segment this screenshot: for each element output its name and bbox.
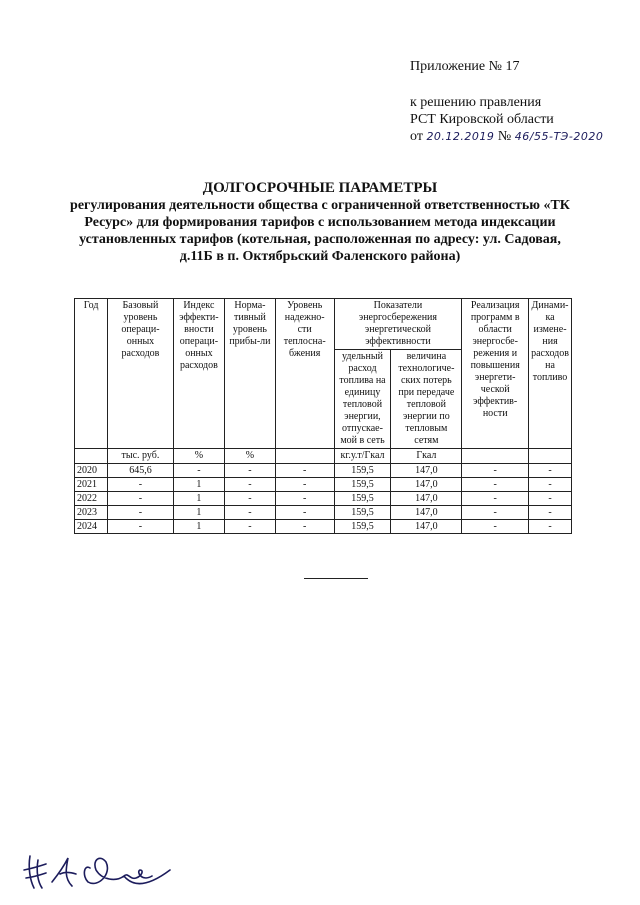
row-value-cell: 147,0: [391, 520, 462, 534]
row-value-cell: 147,0: [391, 506, 462, 520]
document-title: [70, 180, 570, 265]
row-value-cell: -: [275, 478, 334, 492]
row-value-cell: 159,5: [334, 506, 391, 520]
row-value-cell: -: [225, 464, 276, 478]
table-row: [75, 492, 572, 506]
row-value-cell: -: [275, 492, 334, 506]
row-value-cell: 1: [173, 478, 224, 492]
approval-date: 20.12.2019: [426, 130, 495, 143]
row-year-cell: 2020: [75, 464, 108, 478]
header-profit-level: Норма-тивный уровень прибы-ли: [225, 299, 276, 449]
header-dynamics: Динами-ка измене-ния расходов на топливо: [529, 299, 572, 449]
row-year-cell: 2024: [75, 520, 108, 534]
table-row: [75, 464, 572, 478]
header-efficiency-index: Индекс эффекти-вности операци-онных расходов: [173, 299, 224, 449]
unit-cell: [529, 449, 572, 464]
row-value-cell: -: [225, 520, 276, 534]
row-year-cell: 2023: [75, 506, 108, 520]
row-value-cell: -: [225, 478, 276, 492]
row-value-cell: -: [462, 492, 529, 506]
row-value-cell: -: [529, 506, 572, 520]
approval-line-2: РСТ Кировской области: [410, 112, 554, 127]
unit-cell: [275, 449, 334, 464]
row-value-cell: 645,6: [108, 464, 174, 478]
unit-cell: [462, 449, 529, 464]
header-programs: Реализация программ в области энергосбе-режения и повышения энергети-ческой эффектив-ности: [462, 299, 529, 449]
row-value-cell: 159,5: [334, 520, 391, 534]
row-value-cell: 1: [173, 506, 224, 520]
row-value-cell: 147,0: [391, 478, 462, 492]
row-value-cell: -: [108, 492, 174, 506]
table-row: [75, 506, 572, 520]
row-value-cell: -: [225, 506, 276, 520]
approval-line-1: к решению правления: [410, 95, 542, 110]
unit-cell: тыс. руб.: [108, 449, 174, 464]
table-body: [75, 464, 572, 534]
header-year: Год: [75, 299, 108, 449]
title-body: регулирования деятельности общества с ограниченной ответственностью «ТК Ресурс» для формирования тарифов с использованием метода индексации установленных тарифов (котельная, расположенная по адресу: ул. Садовая, д.11Б в п. Октябрьский Фаленского района): [70, 198, 570, 264]
header-base-level: Базовый уровень операци-онных расходов: [108, 299, 174, 449]
unit-cell: Гкал: [391, 449, 462, 464]
row-value-cell: 147,0: [391, 464, 462, 478]
row-value-cell: -: [462, 520, 529, 534]
parameters-table: [74, 298, 572, 534]
unit-cell: %: [173, 449, 224, 464]
unit-cell: %: [225, 449, 276, 464]
header-fuel-rate: удельный расход топлива на единицу тепловой энергии, отпускае-мой в сеть: [334, 350, 391, 449]
row-value-cell: -: [225, 492, 276, 506]
approval-line-3: [410, 128, 603, 145]
row-value-cell: -: [275, 520, 334, 534]
title-heading: ДОЛГОСРОЧНЫЕ ПАРАМЕТРЫ: [202, 180, 438, 196]
row-value-cell: -: [108, 478, 174, 492]
header-energy-group: Показатели энергосбережения энергетической эффективности: [334, 299, 462, 350]
row-value-cell: -: [275, 464, 334, 478]
table-row: [75, 478, 572, 492]
approval-block: [410, 94, 603, 145]
row-value-cell: 147,0: [391, 492, 462, 506]
signature-image: [20, 848, 180, 894]
row-year-cell: 2022: [75, 492, 108, 506]
row-value-cell: 159,5: [334, 492, 391, 506]
closing-rule: [304, 578, 368, 579]
row-value-cell: 159,5: [334, 478, 391, 492]
approval-number-sign: №: [497, 129, 512, 144]
row-value-cell: -: [462, 506, 529, 520]
row-value-cell: 159,5: [334, 464, 391, 478]
row-value-cell: 1: [173, 520, 224, 534]
units-row: [75, 449, 572, 464]
approval-prefix: от: [410, 129, 423, 144]
header-row: [75, 299, 572, 350]
row-value-cell: -: [462, 478, 529, 492]
row-value-cell: -: [529, 520, 572, 534]
appendix-label: Приложение № 17: [410, 59, 520, 74]
unit-cell: кг.у.т/Гкал: [334, 449, 391, 464]
unit-cell: [75, 449, 108, 464]
header-losses: величина технологиче-ских потерь при передаче тепловой энергии по тепловым сетям: [391, 350, 462, 449]
table-row: [75, 520, 572, 534]
row-value-cell: -: [529, 464, 572, 478]
row-year-cell: 2021: [75, 478, 108, 492]
row-value-cell: 1: [173, 492, 224, 506]
row-value-cell: -: [529, 478, 572, 492]
row-value-cell: -: [462, 464, 529, 478]
header-reliability: Уровень надежно-сти теплосна-бжения: [275, 299, 334, 449]
row-value-cell: -: [173, 464, 224, 478]
row-value-cell: -: [275, 506, 334, 520]
row-value-cell: -: [108, 506, 174, 520]
approval-number: 46/55-ТЭ-2020: [514, 130, 604, 143]
row-value-cell: -: [529, 492, 572, 506]
row-value-cell: -: [108, 520, 174, 534]
